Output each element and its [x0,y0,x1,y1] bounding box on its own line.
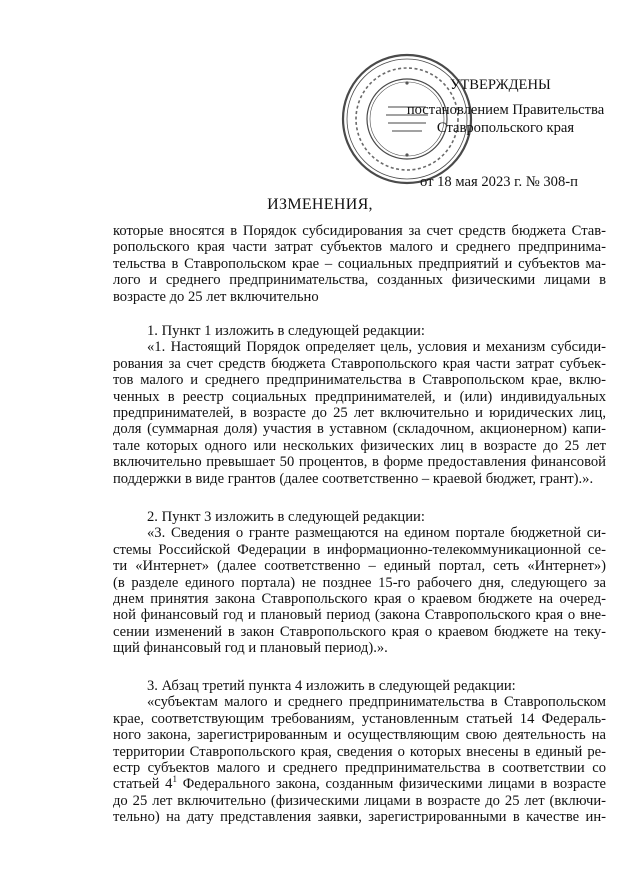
item-2-line: щий финансовый год и плановый период).». [113,640,388,657]
approval-line-1: постановлением Правительства [406,102,605,118]
item-1-line: поддержки в виде грантов (далее соответственно – краевой бюджет, грант).». [113,470,594,487]
item-1-line: включительно превышает 50 процентов, в форме предоставления финансовой [113,454,606,471]
preamble-line: ропольского края части затрат субъектов малого и среднего предпринима- [113,239,606,256]
preamble [113,223,606,305]
item-2-line: сении изменений в закон Ставропольского края о краевом бюджете на теку- [113,623,606,640]
item-2-heading: 2. Пункт 3 изложить в следующей редакции: [147,509,425,525]
item-2-line: «3. Сведения о гранте размещаются на едином портале бюджетной си- [147,525,606,542]
item-1-line: «1. Настоящий Порядок определяет цель, условия и механизм субсиди- [147,339,606,356]
item-1-line: ченных в реестр социальных предпринимателей, и (или) индивидуальных [113,388,606,405]
item-2-line: днем принятия закона Ставропольского края о краевом бюджете на очеред- [113,591,606,608]
approval-title: УТВЕРЖДЕНЫ [450,77,551,93]
preamble-line: которые вносятся в Порядок субсидирования за счет средств бюджета Став- [113,223,606,239]
approval-block [388,76,623,191]
preamble-line: возрасте до 25 лет включительно [113,288,319,305]
item-1-line: тале которых одного или нескольких физических лиц в возрасте до 25 лет [113,437,606,454]
approval-line-2: Ставропольского края [436,120,575,136]
item-3-line: тельно) на дату представления заявки, зарегистрированными в качестве ин- [113,809,606,826]
item-1-line: рования за счет средств бюджета Ставропольского края части затрат субъек- [113,355,606,372]
item-2-line: стемы Российской Федерации в информационно-телекоммуникационной се- [113,541,606,558]
item-3-line: крае, соответствующим требованиям, установленным статьей 14 Федераль- [113,710,606,727]
item-3-line6-before: статьей 4 [113,776,173,793]
preamble-line: лого и среднего предпринимательства, созданных физическими лицами в [113,272,606,289]
item-3-line6-after: Федерального закона, созданным физическими лицами в возрасте [176,776,606,793]
item-3-heading: 3. Абзац третий пункта 4 изложить в следующей редакции: [147,678,516,694]
item-3-line: «субъектам малого и среднего предпринимательства в Ставропольском [147,694,606,711]
item-3-line: ного закона, зарегистрированным и осуществляющим свою деятельность на [113,727,606,744]
item-3-line-with-superscript [113,776,606,792]
superscript: 1 [172,774,177,785]
item-3-line: территории Ставропольского края, сведения о которых внесены в единый ре- [113,743,606,760]
item-2-line: (в разделе единого портала) не позднее 15-го рабочего дня, следующего за [113,574,606,591]
item-2 [113,509,606,657]
preamble-line: тельства в Ставропольском крае – социальных предприятий и субъектов ма- [113,255,606,272]
item-1-line: доля (суммарная доля) участия в уставном (складочном, акционерном) капи- [113,421,606,438]
document-title: ИЗМЕНЕНИЯ, [267,196,373,213]
item-1-line: тов малого и среднего предпринимательства в Ставропольском крае, вклю- [113,372,606,389]
item-2-line: ной финансовый год и плановый период (закона Ставропольского края о вне- [113,607,606,624]
item-2-line: ти «Интернет» (далее соответственно – единый портал, сеть «Интернет») [113,558,606,575]
item-1 [113,323,606,487]
item-1-heading: 1. Пункт 1 изложить в следующей редакции: [147,323,425,339]
item-3 [113,678,606,826]
approval-date: от 18 мая 2023 г. № 308-п [420,174,578,190]
item-3-line: естр субъектов малого и среднего предпринимательства в соответствии со [113,760,606,777]
item-3-line: до 25 лет включительно (физическими лицами в возрасте до 25 лет (включи- [113,792,606,809]
item-1-line: предпринимателей, в возрасте до 25 лет включительно и юридических лиц, [113,405,606,422]
